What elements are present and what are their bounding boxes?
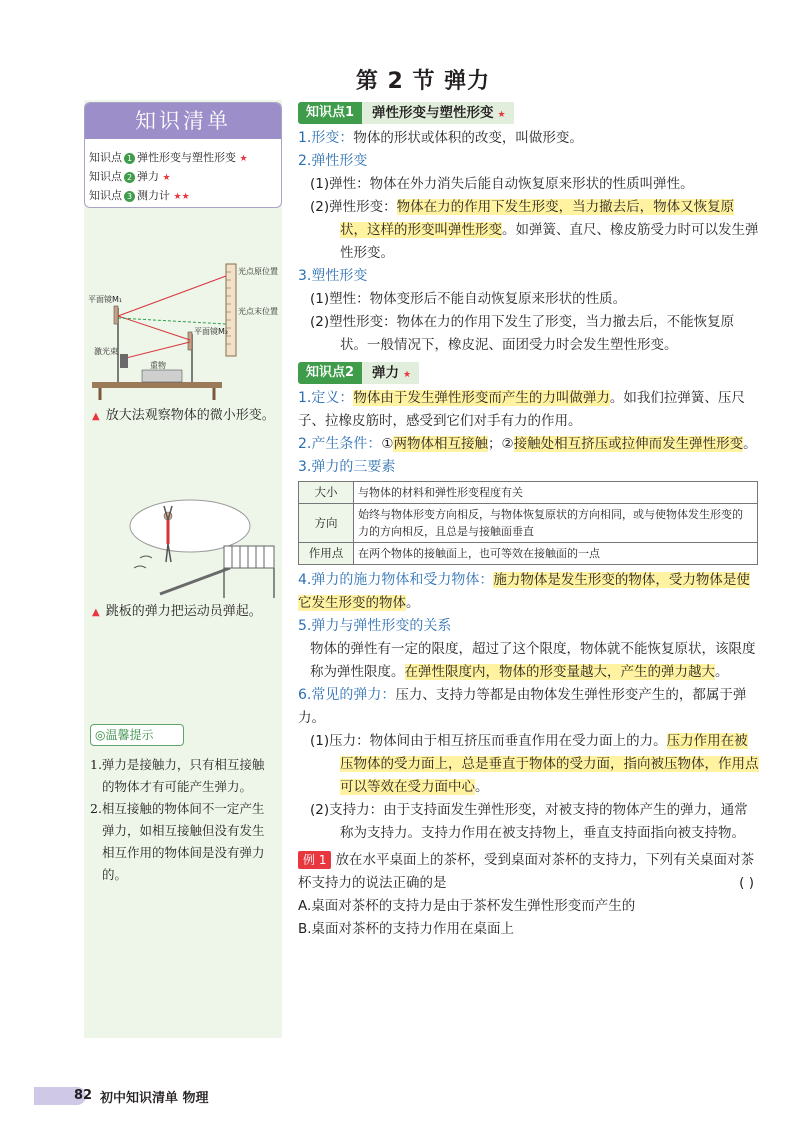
- heading: 2.产生条件：: [298, 436, 382, 452]
- knowledge-point-1-header: [298, 102, 760, 124]
- text: 。: [743, 436, 757, 452]
- text: ①: [381, 436, 394, 452]
- kp-title: [362, 362, 419, 384]
- laser-mirror-figure: [88, 262, 278, 402]
- star-icon: ★: [403, 370, 412, 380]
- tip-item: 2.相互接触的物体间不一定产生弹力，如相互接触但没有发生相互作用的物体间是没有弹力的。: [90, 801, 265, 882]
- kp-title-text: 弹力: [372, 365, 400, 381]
- kp-tag: 知识点1: [298, 102, 362, 124]
- text: (1)压力：物体间由于相互挤压而垂直作用在受力面上的力。: [310, 733, 667, 749]
- tip-icon: ◎: [95, 728, 106, 742]
- triangle-icon: ▲: [92, 411, 100, 422]
- caption-text: 放大法观察物体的微小形变。: [105, 408, 275, 423]
- text: 物体的弹性有一定的限度，超过了这个限度，物体就不能恢复原状，该限度称为弹性限度。: [310, 641, 756, 680]
- star-icon: ★★: [173, 192, 190, 202]
- item-prefix: 知识点: [89, 170, 122, 183]
- star-icon: ★: [497, 110, 506, 120]
- table-top: [92, 382, 222, 388]
- footer-title: 初中知识清单 物理: [100, 1090, 209, 1106]
- figure-label: 重物: [150, 361, 166, 370]
- text: (2)弹性形变：: [310, 199, 397, 215]
- item-prefix: 知识点: [89, 151, 122, 164]
- text: 。: [715, 664, 729, 680]
- tip-heading: [90, 724, 184, 746]
- page-number-tab: [34, 1087, 93, 1105]
- figure-label: 光点末位置: [238, 307, 278, 316]
- knowledge-list-heading: 知识清单: [85, 103, 281, 139]
- text: 。如我们拉弹簧、压尺子、拉橡皮筋时，感受到它们对手有力的作用。: [298, 390, 745, 429]
- relation-heading: 5.弹力与弹性形变的关系: [298, 618, 452, 634]
- example-question: [298, 849, 760, 895]
- table-value: 与物体的材料和弹性形变程度有关: [354, 482, 758, 504]
- knowledge-point-2-header: [298, 362, 760, 384]
- elastic-item-2: [298, 196, 760, 265]
- text: 。: [406, 595, 420, 611]
- mirror-m2: [188, 332, 192, 350]
- weight: [142, 370, 182, 382]
- figure-label: 平面镜M₂: [194, 327, 229, 336]
- example-tag: 例 1: [298, 851, 331, 869]
- three-elements-heading: 3.弹力的三要素: [298, 459, 396, 475]
- number-badge: 3: [124, 191, 135, 202]
- figure-label: 激光束: [94, 347, 118, 356]
- text: 物体的形状或体积的改变，叫做形变。: [353, 130, 583, 146]
- diving-board-figure: [120, 498, 280, 602]
- option-a[interactable]: A.桌面对茶杯的支持力是由于茶杯发生弹性形变而产生的: [298, 898, 636, 914]
- table-row: [299, 543, 758, 565]
- tip-heading-text: 温馨提示: [105, 728, 154, 742]
- knowledge-list-item[interactable]: [85, 168, 281, 187]
- definition-line: [298, 127, 760, 150]
- figure-label: 光点原位置: [238, 267, 278, 276]
- cloud: [130, 500, 250, 552]
- plastic-item-1: (1)塑性：物体变形后不能自动恢复原来形状的性质。: [310, 291, 627, 307]
- kp-tag: 知识点2: [298, 362, 362, 384]
- highlight-text: 施力物体是发生形变的物体，受力物体是使它发生形变的物体: [298, 572, 750, 611]
- pressure-item: [298, 730, 760, 799]
- table-value: 始终与物体形变方向相反，与物体恢复原状的方向相同，或与使物体发生形变的力的方向相反，且总是与接触面垂直: [354, 504, 758, 543]
- elastic-heading: 2.弹性形变: [298, 153, 368, 169]
- table-key: 方向: [299, 504, 354, 543]
- bodies-line: [298, 569, 760, 615]
- knowledge-list-item[interactable]: [85, 187, 281, 206]
- highlight-text: 两物体相互接触: [393, 436, 488, 452]
- star-icon: ★: [239, 154, 248, 164]
- plastic-heading: 3.塑性形变: [298, 268, 368, 284]
- page-number: 82: [74, 1088, 93, 1103]
- triangle-icon: ▲: [92, 607, 100, 618]
- conditions: [298, 433, 760, 456]
- plastic-item-2: (2)塑性形变：物体在力的作用下发生了形变，当力撤去后，不能恢复原状。一般情况下，橡皮泥、面团受力时会发生塑性形变。: [310, 314, 735, 353]
- table-key: 大小: [299, 482, 354, 504]
- heading: 1.形变：: [298, 130, 354, 146]
- tip-box: [90, 724, 276, 886]
- heading: 6.常见的弹力：: [298, 687, 396, 703]
- answer-blank: ( ): [739, 875, 754, 891]
- highlight-text: 压力作用在被压物体的受力面上，总是垂直于物体的受力面，指向被压物体，作用点可以等效在受力面中心: [340, 733, 759, 795]
- scale-ruler: [226, 264, 236, 356]
- highlight-text: 接触处相互挤压或拉伸而发生弹性形变: [513, 436, 744, 452]
- table-row: [299, 504, 758, 543]
- item-label: 弹性形变与塑性形变: [137, 151, 236, 164]
- tip-item: 1.弹力是接触力，只有相互接触的物体才有可能产生弹力。: [90, 757, 265, 794]
- text: 。: [475, 779, 489, 795]
- star-icon: ★: [162, 173, 171, 183]
- tip-list: [90, 754, 276, 886]
- table-value: 在两个物体的接触面上，也可等效在接触面的一点: [354, 543, 758, 565]
- option-b[interactable]: B.桌面对茶杯的支持力作用在桌面上: [298, 921, 515, 937]
- relation-text: [298, 638, 760, 684]
- highlight-text: 物体由于发生弹性形变而产生的力叫做弹力: [353, 390, 610, 406]
- caption-text: 跳板的弹力把运动员弹起。: [105, 604, 262, 619]
- kp-title: [362, 102, 514, 124]
- text: 压力、支持力等都是由物体发生弹性形变产生的，都属于弹力。: [298, 687, 747, 726]
- mirror-m1: [114, 306, 118, 324]
- elastic-item-1: (1)弹性：物体在外力消失后能自动恢复原来形状的性质叫弹性。: [310, 176, 694, 192]
- common-forces: [298, 684, 760, 730]
- text: ；②: [487, 436, 514, 452]
- figure2-caption: [92, 600, 278, 624]
- force-definition: [298, 387, 760, 433]
- text: 。如弹簧、直尺、橡皮筋受力时可以发生弹性形变。: [340, 222, 759, 261]
- heading: 4.弹力的施力物体和受力物体：: [298, 572, 494, 588]
- figure1-caption: [92, 404, 278, 428]
- item-prefix: 知识点: [89, 189, 122, 202]
- knowledge-list-box: [84, 102, 282, 208]
- item-label: 测力计: [137, 189, 170, 202]
- number-badge: 2: [124, 172, 135, 183]
- footer: [34, 1086, 209, 1106]
- kp-title-text: 弹性形变与塑性形变: [372, 105, 494, 121]
- highlight-text: 物体在力的作用下发生形变，当力撤去后，物体又恢复原状，这样的形变叫弹性形变: [340, 199, 735, 238]
- item-label: 弹力: [137, 170, 159, 183]
- figure-label: 平面镜M₁: [88, 295, 123, 304]
- three-elements-table: [298, 481, 758, 565]
- knowledge-list-item[interactable]: [85, 149, 281, 168]
- table-row: [299, 482, 758, 504]
- number-badge: 1: [124, 153, 135, 164]
- heading: 1.定义：: [298, 390, 354, 406]
- support-item: (2)支持力：由于支持面发生弹性形变，对被支持的物体产生的弹力，通常称为支持力。支持力作用在被支持物上，垂直支持面指向被支持物。: [310, 802, 748, 841]
- highlight-text: 在弹性限度内，物体的形变量越大，产生的弹力越大: [404, 664, 715, 680]
- section-title: 第 2 节 弹力: [355, 69, 491, 94]
- question-text: 放在水平桌面上的茶杯，受到桌面对茶杯的支持力，下列有关桌面对茶杯支持力的说法正确的是: [298, 852, 754, 891]
- diving-board: [160, 568, 230, 594]
- table-key: 作用点: [299, 543, 354, 565]
- main-content: [298, 100, 760, 941]
